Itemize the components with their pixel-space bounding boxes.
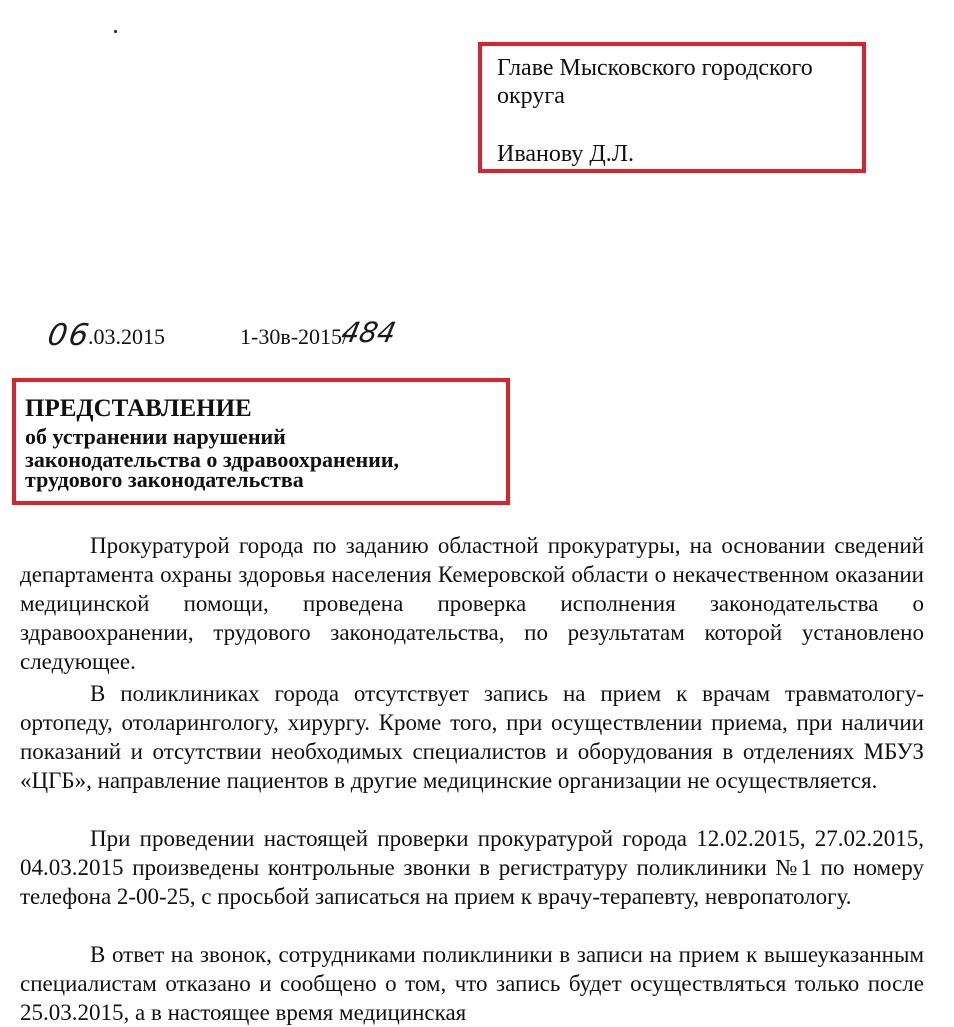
outgoing-number-handwritten: 484	[338, 316, 399, 349]
document-subtitle-line-1: об устранении нарушений	[25, 424, 286, 449]
document-subtitle-line-3: трудового законодательства	[25, 467, 304, 492]
addressee-line-1: Главе Мысковского городского	[497, 55, 813, 81]
document-subtitle-line-2: законодательства о здравоохранении,	[25, 447, 400, 472]
date-month-year: .03.2015	[88, 324, 165, 349]
body-paragraph-3: При проведении настоящей проверки прокуратурой города 12.02.2015, 27.02.2015, 04.03.2015 произведены контрольные звонки в регистратуру поликлиники №1 по номеру телефона 2-00-25, с просьбой записаться на прием к врачу-терапевту, невропатологу.	[20, 826, 924, 909]
addressee-line-2: округа	[497, 83, 565, 109]
scan-speck	[114, 30, 117, 33]
date-day-handwritten: 06	[44, 318, 94, 353]
body-paragraph-1: Прокуратурой города по заданию областной прокуратуры, на основании сведений департамента охраны здоровья населения Кемеровской области о некачественном оказании медицинской помощи, проведена проверка исполнения законодательства о здравоохранении, трудового законодательства, по результатам которой установлено следующее.	[20, 533, 924, 674]
body-paragraph-2: В поликлиниках города отсутствует запись на прием к врачам травматологу-ортопеду, отоларингологу, хирургу. Кроме того, при осуществлении приема, при наличии показаний и отсутствии необходимых специалистов и оборудования в отделениях МБУЗ «ЦГБ», направление пациентов в другие медицинские организации не осуществляется.	[20, 681, 924, 793]
addressee-name: Иванову Д.Л.	[497, 141, 635, 167]
body-paragraph-4: В ответ на звонок, сотрудниками поликлиники в записи на прием к вышеуказанным специалистам отказано и сообщено о том, что запись будет осуществляться только после 25.03.2015, а в настоящее время медицинская	[20, 942, 924, 1025]
document-title: ПРЕДСТАВЛЕНИЕ	[25, 395, 252, 422]
outgoing-number: 1-30в-2015/	[240, 324, 349, 349]
